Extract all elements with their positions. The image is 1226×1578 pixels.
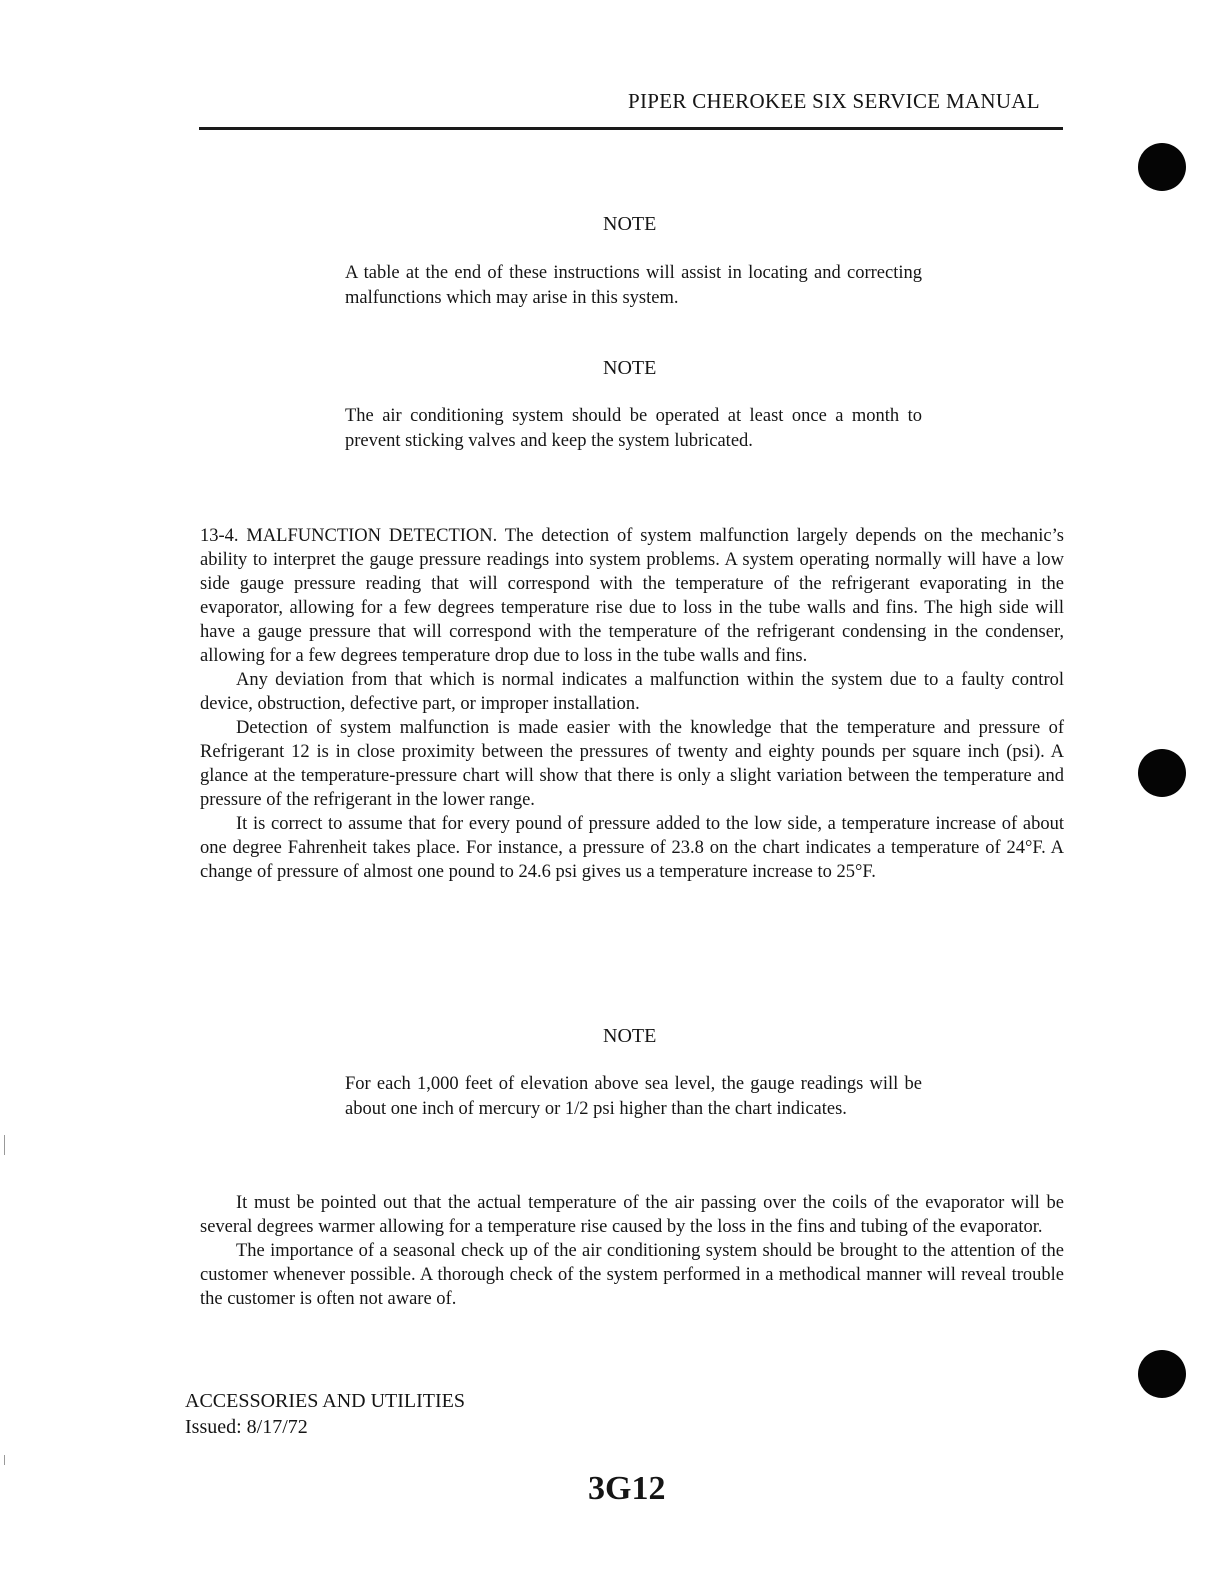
closing-body <box>200 1191 1064 1311</box>
paragraph: It must be pointed out that the actual temperature of the air passing over the coils of the evaporator will be several degrees warmer allowing for a temperature rise caused by the loss in the fins and tubing of the evaporator. <box>200 1193 1064 1237</box>
binder-hole-top <box>1138 143 1186 191</box>
note-heading: NOTE <box>603 357 657 379</box>
page-number: 3G12 <box>588 1470 666 1507</box>
paragraph: Any deviation from that which is normal indicates a malfunction within the system due to a faulty control device, obstruction, defective part, or improper installation. <box>200 670 1064 714</box>
note-text: The air conditioning system should be operated at least once a month to prevent sticking valves and keep the system lubricated. <box>345 406 922 451</box>
footer-section-name: ACCESSORIES AND UTILITIES <box>185 1390 466 1412</box>
paragraph: The importance of a seasonal check up of the air conditioning system should be brought to the attention of the customer whenever possible. A thorough check of the system performed in a methodical manner will reveal trouble the customer is often not aware of. <box>200 1241 1064 1309</box>
note-heading: NOTE <box>603 213 657 235</box>
paragraph: Detection of system malfunction is made easier with the knowledge that the temperature and pressure of Refrigerant 12 is in close proximity between the pressures of twenty and eighty pounds per square inch (psi). A glance at the temperature-pressure chart will show that there is only a slight variation between the temperature and pressure of the refrigerant in the lower range. <box>200 718 1064 810</box>
paragraph: It is correct to assume that for every pound of pressure added to the low side, a temperature increase of about one degree Fahrenheit takes place. For instance, a pressure of 23.8 on the chart indicates a temperature of 24°F. A change of pressure of almost one pound to 24.6 psi gives us a temperature increase to 25°F. <box>200 814 1064 882</box>
scan-speck <box>4 1135 5 1155</box>
binder-hole-bottom <box>1138 1350 1186 1398</box>
binder-hole-middle <box>1138 749 1186 797</box>
footer-issued-date: Issued: 8/17/72 <box>185 1416 308 1438</box>
note-text: A table at the end of these instructions will assist in locating and correcting malfunctions which may arise in this system. <box>345 263 922 308</box>
header-title: PIPER CHEROKEE SIX SERVICE MANUAL <box>628 89 1040 113</box>
note-heading: NOTE <box>603 1025 657 1047</box>
scan-speck <box>4 1455 5 1465</box>
paragraph: 13-4. MALFUNCTION DETECTION. The detection of system malfunction largely depends on the mechanic’s ability to interpret the gauge pressure readings into system problems. A system operating normally will have a low side gauge pressure reading that will correspond with the temperature of the refrigerant evaporating in the evaporator, allowing for a few degrees temperature rise due to loss in the tube walls and fins. The high side will have a gauge pressure that will correspond with the temperature of the refrigerant condensing in the condenser, allowing for a few degrees temperature drop due to loss in the tube walls and fins. <box>200 526 1064 666</box>
header-rule <box>199 127 1063 130</box>
section-body <box>200 524 1064 884</box>
note-text: For each 1,000 feet of elevation above sea level, the gauge readings will be about one inch of mercury or 1/2 psi higher than the chart indicates. <box>345 1074 922 1119</box>
